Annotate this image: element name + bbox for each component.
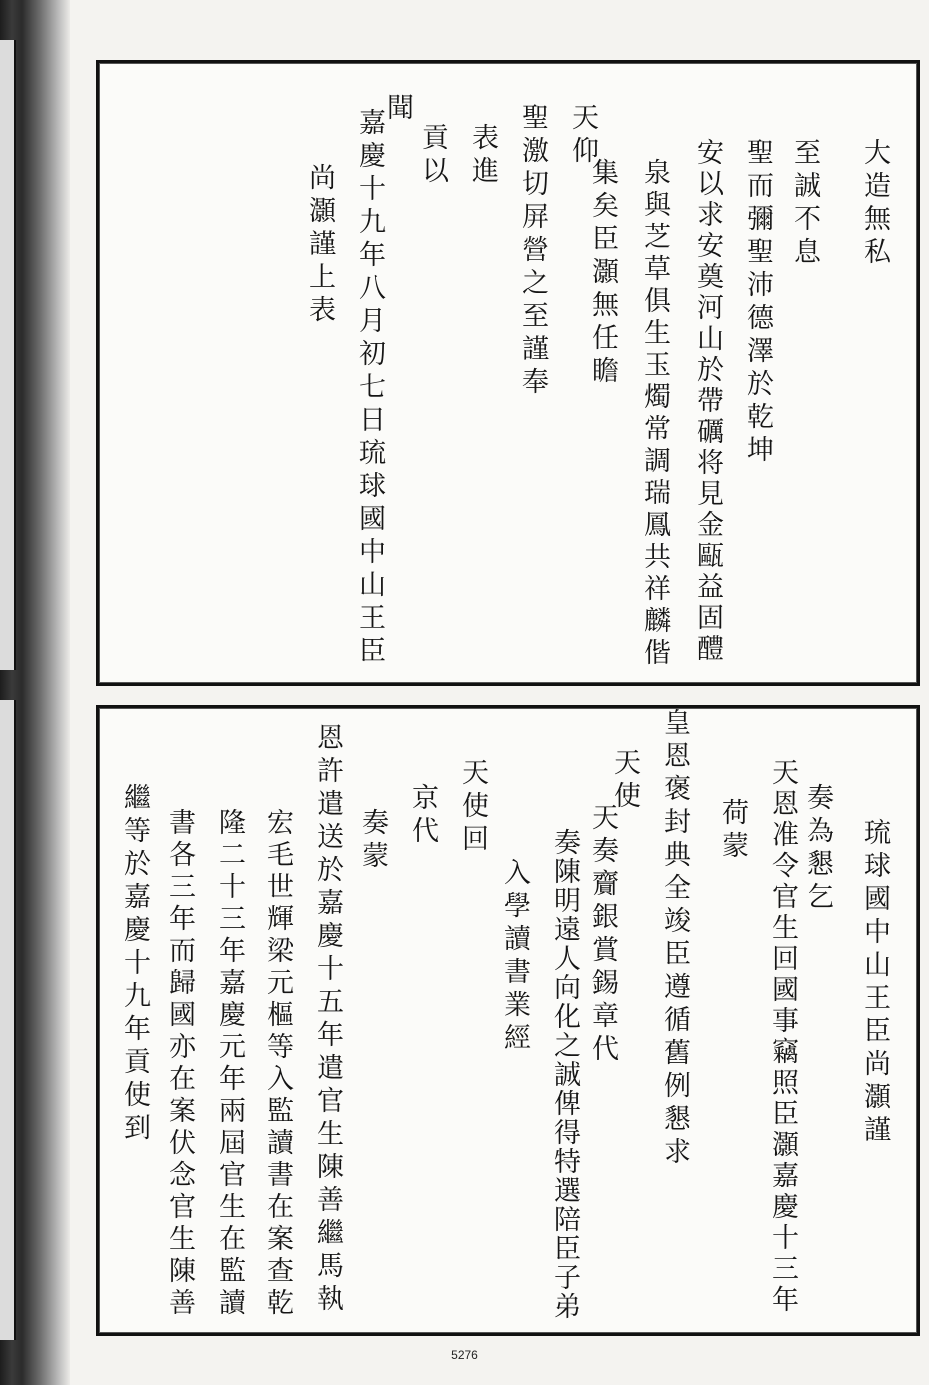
- lower-column-8: 奏陳明遠人向化之誠俾得特選陪臣子弟: [549, 828, 580, 1321]
- lower-column-3: 天恩准令官生回國事竊照臣灝嘉慶十三年: [767, 758, 798, 1316]
- lower-column-12: 奏蒙: [357, 808, 388, 874]
- lower-column-17: 繼等於嘉慶十九年貢使到: [119, 783, 150, 1146]
- lower-column-11: 京代: [407, 783, 438, 849]
- upper-column-9: 表進: [467, 123, 498, 189]
- upper-column-6: 集矣臣灝無任瞻: [587, 158, 618, 389]
- adjacent-page-edge-lower: [0, 700, 16, 1340]
- adjacent-page-edge-upper: [0, 40, 16, 670]
- lower-column-6: 天使: [609, 748, 640, 814]
- upper-column-3: 聖而彌聖沛德澤於乾坤: [742, 138, 773, 468]
- lower-column-2: 奏為懇乞: [802, 783, 833, 915]
- upper-column-13: 尚灝謹上表: [304, 163, 335, 328]
- upper-column-1: 大造無私: [859, 138, 890, 270]
- lower-column-15: 隆二十三年嘉慶元年兩屆官生在監讀: [214, 808, 245, 1320]
- lower-manuscript-panel: [96, 705, 920, 1336]
- upper-column-11: 聞: [382, 93, 413, 126]
- upper-column-8: 聖激切屏營之至謹奉: [517, 103, 548, 400]
- lower-column-4: 荷蒙: [717, 798, 748, 864]
- upper-column-5: 泉與芝草俱生玉燭常調瑞鳳共祥麟偕: [639, 158, 670, 670]
- upper-column-4: 安以求安奠河山於帶礪将見金甌益固醴: [692, 138, 723, 665]
- upper-column-10: 貢以: [417, 123, 448, 189]
- lower-column-13: 恩許遣送於嘉慶十五年遣官生陳善繼馬執: [312, 723, 343, 1317]
- lower-column-16: 書各三年而歸國亦在案伏念官生陳善: [164, 808, 195, 1320]
- lower-column-5: 皇恩褒封典全竣臣遵循舊例懇求: [659, 708, 690, 1170]
- upper-column-2: 至誠不息: [789, 138, 820, 270]
- lower-column-14: 宏毛世輝梁元樞等入監讀書在案查乾: [262, 808, 293, 1320]
- upper-manuscript-panel: [96, 60, 920, 686]
- lower-column-7: 天奏齎銀賞錫章代: [587, 803, 618, 1067]
- lower-column-10: 天使回: [457, 758, 488, 857]
- page-number: 5276: [451, 1348, 478, 1362]
- upper-column-12: 嘉慶十九年八月初七日琉球國中山王臣: [354, 108, 385, 669]
- upper-column-7: 天仰: [567, 103, 598, 169]
- lower-column-1: 琉球國中山王臣尚灝謹: [859, 818, 890, 1148]
- lower-column-9: 入學讀書業經: [499, 858, 530, 1056]
